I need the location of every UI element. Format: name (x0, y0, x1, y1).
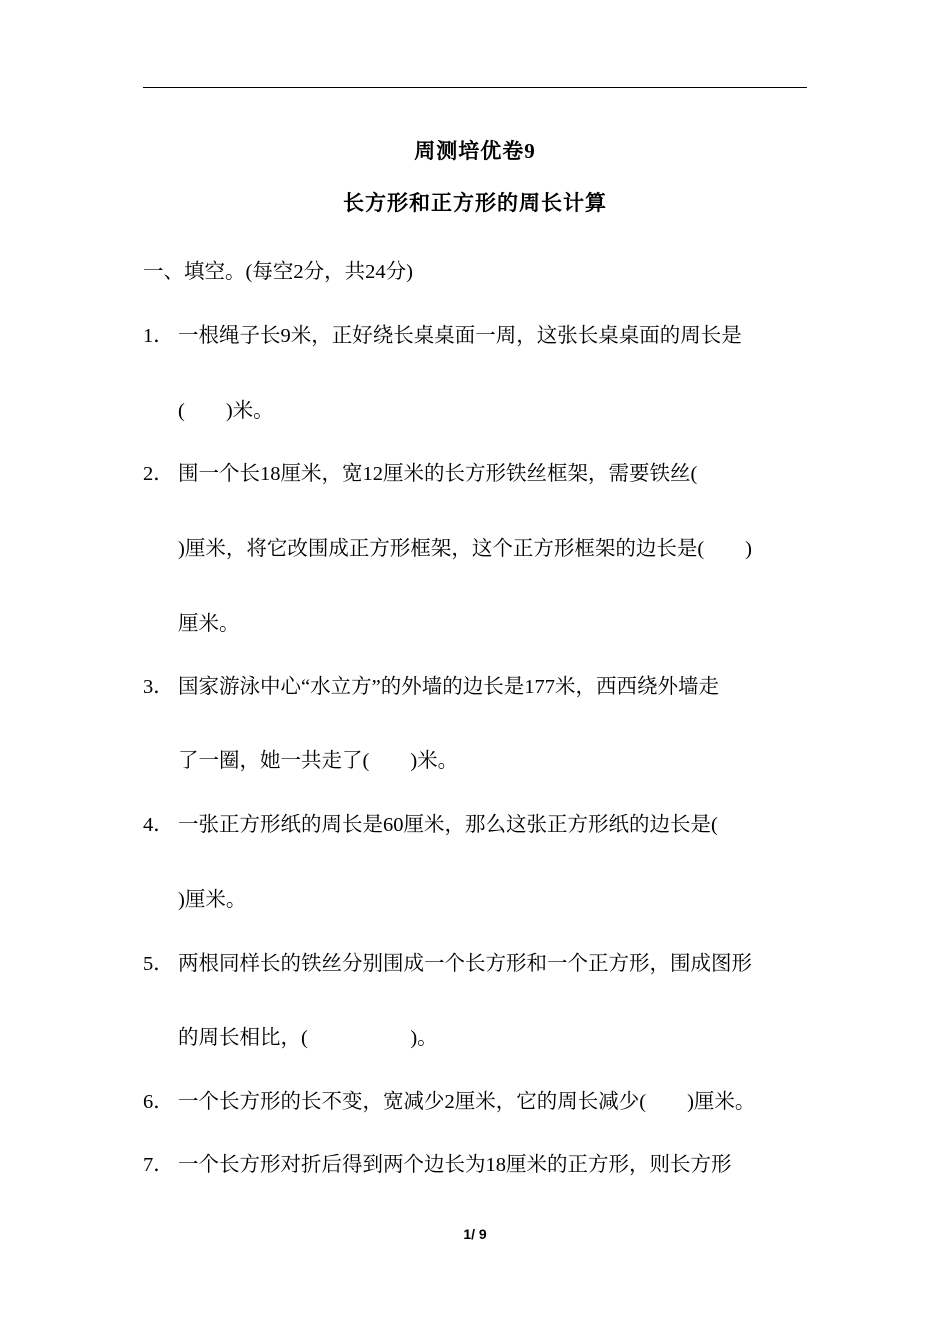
question-text: 一个长方形的长不变，宽减少2厘米，它的周长减少( )厘米。 (178, 1091, 756, 1113)
question-1-cont: ( )米。 (178, 400, 274, 422)
question-2-cont: )厘米，将它改围成正方形框架，这个正方形框架的边长是( ) (178, 538, 752, 560)
question-7 (143, 1151, 813, 1179)
question-3 (143, 673, 813, 701)
question-1 (143, 322, 813, 350)
question-4 (143, 811, 813, 839)
question-number: 3． (143, 676, 174, 698)
page-number: 1/ 9 (463, 1226, 487, 1242)
question-5 (143, 950, 813, 978)
question-text: 两根同样长的铁丝分别围成一个长方形和一个正方形，围成图形 (178, 953, 752, 975)
question-3-cont: 了一圈，她一共走了( )米。 (178, 750, 459, 772)
question-text: 围一个长18厘米，宽12厘米的长方形铁丝框架，需要铁丝( (178, 463, 698, 485)
question-text: 国家游泳中心“水立方”的外墙的边长是177米，西西绕外墙走 (178, 676, 719, 698)
question-5-cont: 的周长相比，( )。 (178, 1027, 438, 1049)
question-2 (143, 460, 813, 488)
header-rule (143, 87, 807, 88)
question-number: 2． (143, 463, 174, 485)
question-6 (143, 1088, 813, 1116)
section-heading: 一、填空。(每空2分，共24分) (143, 261, 413, 283)
question-number: 7． (143, 1154, 174, 1176)
question-number: 4． (143, 814, 174, 836)
question-number: 5． (143, 953, 174, 975)
question-number: 1． (143, 325, 174, 347)
page-title: 周测培优卷9 (414, 139, 536, 163)
question-2-cont2: 厘米。 (178, 613, 240, 635)
question-text: 一张正方形纸的周长是60厘米，那么这张正方形纸的边长是( (178, 814, 718, 836)
question-text: 一根绳子长9米，正好绕长桌桌面一周，这张长桌桌面的周长是 (178, 325, 742, 347)
question-4-cont: )厘米。 (178, 889, 247, 911)
question-number: 6． (143, 1091, 174, 1113)
page-subtitle: 长方形和正方形的周长计算 (343, 191, 607, 215)
question-text: 一个长方形对折后得到两个边长为18厘米的正方形，则长方形 (178, 1154, 732, 1176)
